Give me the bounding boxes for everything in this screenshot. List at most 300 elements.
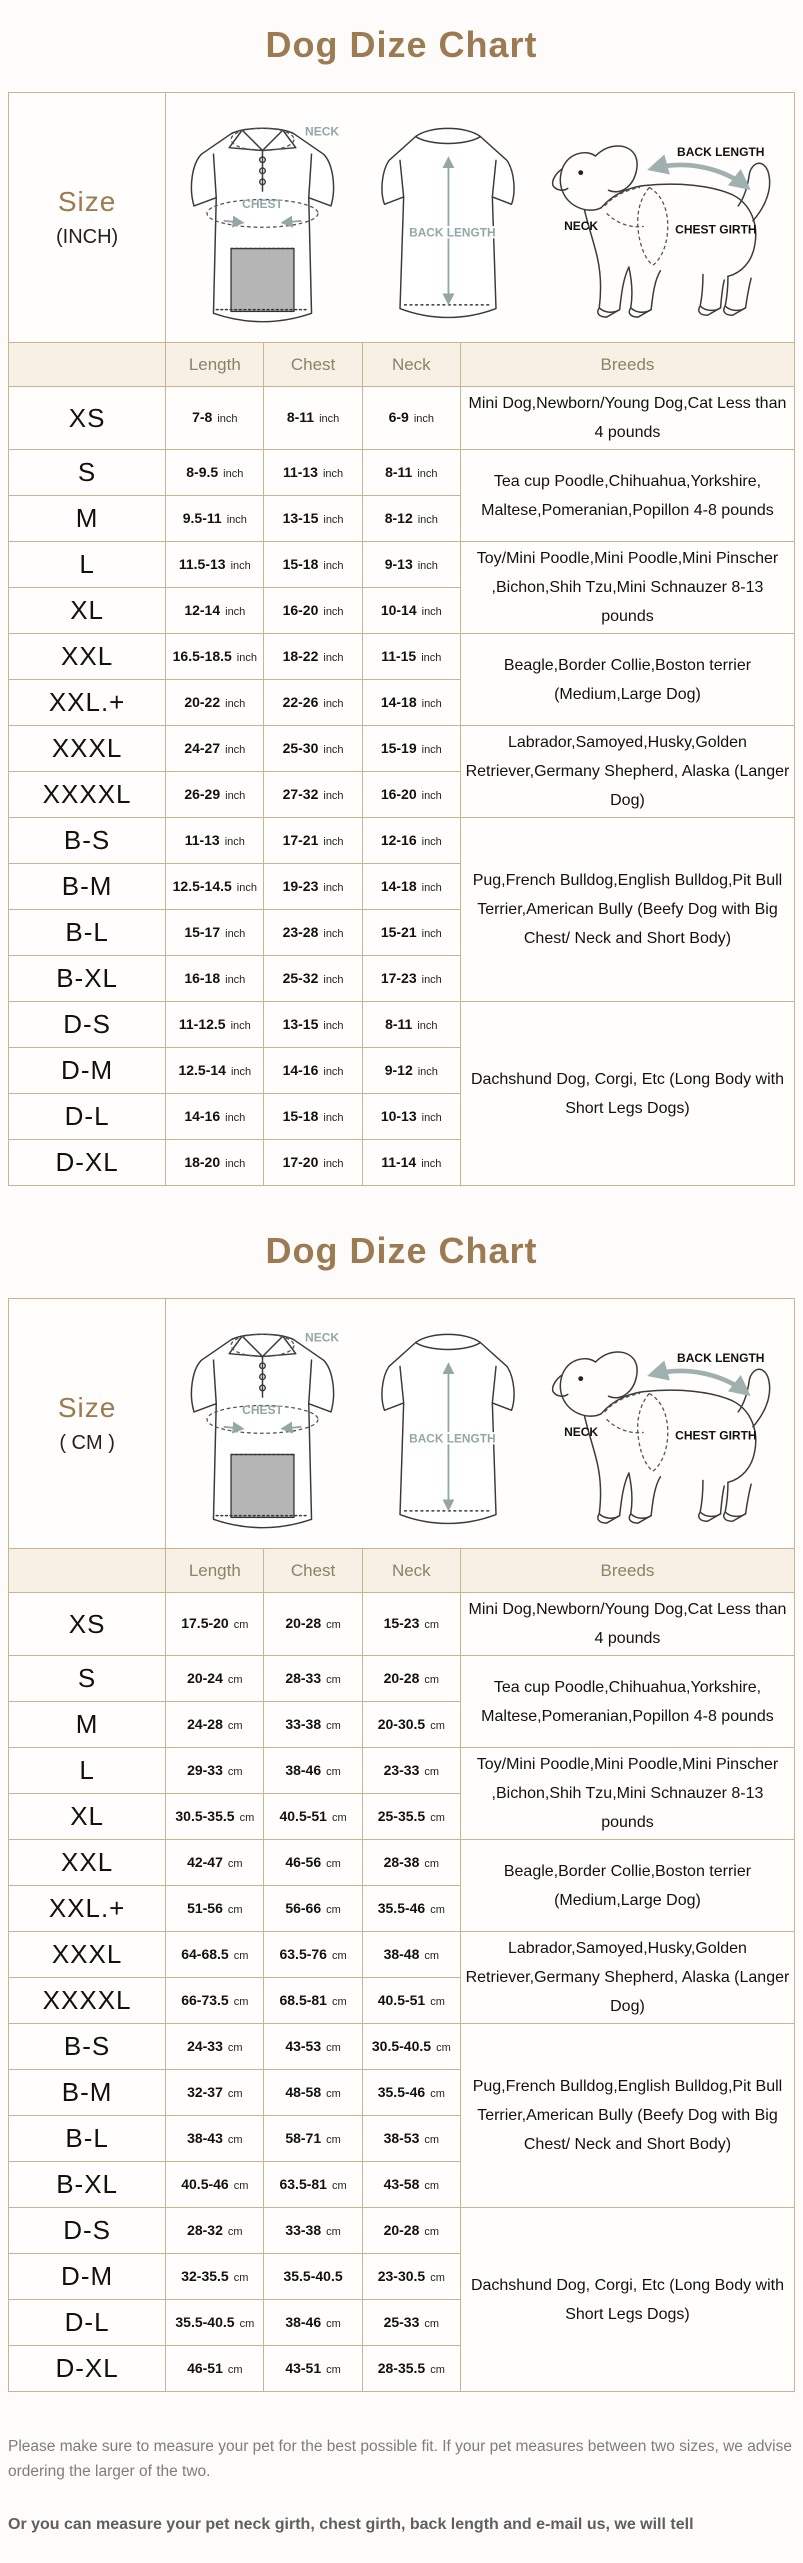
size-label: XL [9, 1794, 166, 1840]
column-header-chest: Chest [264, 343, 362, 387]
chest-value: 20-28 [285, 1615, 322, 1631]
chest-cell [264, 680, 362, 726]
unit-label: cm [424, 1949, 440, 1962]
length-value: 16.5-18.5 [172, 647, 232, 664]
size-label: B-M [9, 2070, 166, 2116]
unit-label: cm [436, 2041, 451, 2054]
length-value: 40.5-46 [181, 2175, 229, 2192]
dog-tail [738, 163, 769, 220]
breeds-cell: Labrador,Samoyed,Husky,Golden Retriever,Germany Shepherd, Alaska (Langer Dog) [460, 726, 794, 818]
chest-cell [264, 2254, 362, 2300]
size-header-cell [9, 93, 166, 343]
chest-cell [264, 1094, 362, 1140]
neck-value: 35.5-46 [377, 2083, 426, 2100]
chest-cell [264, 1748, 362, 1794]
breeds-cell: Dachshund Dog, Corgi, Etc (Long Body with Short Legs Dogs) [460, 2208, 794, 2392]
neck-value: 38-53 [383, 2129, 420, 2146]
neck-value: 15-19 [380, 739, 417, 756]
size-header-cell [9, 1299, 166, 1549]
length-value: 12.5-14 [178, 1061, 226, 1078]
size-label: B-S [9, 2024, 166, 2070]
size-row [9, 450, 795, 496]
neck-cell [362, 910, 460, 956]
chest-value: 33-38 [285, 2221, 322, 2238]
chart-title-cm: Dog Dize Chart [265, 1230, 538, 1271]
chest-value: 17-21 [282, 831, 319, 848]
breeds-cell: Beagle,Border Collie,Boston terrier (Medium,Large Dog) [460, 634, 794, 726]
length-cell [166, 680, 264, 726]
length-value: 24-33 [187, 2037, 223, 2054]
unit-label: inch [225, 743, 246, 756]
size-label: D-XL [9, 1140, 166, 1186]
unit-label: inch [323, 605, 344, 618]
length-cell [166, 726, 264, 772]
unit-label: cm [430, 2363, 445, 2376]
unit-label: cm [424, 2225, 440, 2238]
size-label: D-L [9, 1094, 166, 1140]
chest-value: 11-13 [282, 463, 318, 480]
neck-value: 20-28 [383, 1669, 420, 1686]
unit-label: inch [421, 835, 442, 848]
neck-value: 11-14 [381, 1153, 417, 1170]
dog-back-length-label: BACK LENGTH [677, 144, 765, 159]
neck-value: 12-16 [380, 831, 417, 848]
unit-label: cm [424, 1673, 440, 1686]
length-value: 18-20 [184, 1153, 221, 1170]
shirt-back-diagram [368, 99, 528, 337]
size-label: S [9, 1656, 166, 1702]
length-value: 11-12.5 [178, 1015, 226, 1032]
size-row [9, 1932, 795, 1978]
chest-cell [264, 634, 362, 680]
length-value: 32-37 [187, 2083, 223, 2100]
column-header-neck: Neck [362, 1549, 460, 1593]
neck-value: 10-14 [380, 601, 417, 618]
corner-cell [9, 343, 166, 387]
unit-label: inch [417, 1065, 438, 1078]
neck-value: 40.5-51 [377, 1991, 426, 2008]
corner-cell [9, 1549, 166, 1593]
unit-label: cm [424, 1619, 440, 1631]
length-cell [166, 496, 264, 542]
chest-value: 23-28 [282, 923, 319, 940]
breeds-cell: Tea cup Poodle,Chihuahua,Yorkshire, Maltese,Pomeranian,Popillon 4-8 pounds [460, 450, 794, 542]
chest-cell [264, 1140, 362, 1186]
chest-cell [264, 450, 362, 496]
neck-cell [362, 726, 460, 772]
neck-cell [362, 2254, 460, 2300]
length-value: 7-8 [192, 409, 213, 425]
length-value: 8-9.5 [186, 463, 219, 480]
chest-value: 16-20 [282, 601, 319, 618]
size-label: M [9, 1702, 166, 1748]
column-header-length: Length [166, 343, 264, 387]
unit-label: cm [326, 1619, 341, 1631]
chest-value: 43-51 [285, 2359, 322, 2376]
chest-cell [264, 588, 362, 634]
neck-cell [362, 1002, 460, 1048]
length-cell [166, 1978, 264, 2024]
neck-value: 23-30.5 [377, 2267, 426, 2284]
unit-label: inch [225, 697, 246, 710]
unit-label: cm [430, 1811, 445, 1824]
unit-label: inch [323, 697, 344, 710]
unit-label: cm [326, 1673, 341, 1686]
back-length-diagram-label: BACK LENGTH [408, 1430, 496, 1445]
dog-chest-girth-label: CHEST GIRTH [675, 222, 757, 237]
chest-cell [264, 1002, 362, 1048]
size-label: XXL [9, 1840, 166, 1886]
neck-value: 15-21 [380, 923, 417, 940]
length-cell [166, 1748, 264, 1794]
neck-cell [362, 2024, 460, 2070]
unit-label: cm [326, 1903, 341, 1916]
unit-label: inch [225, 605, 246, 618]
chest-value: 15-18 [282, 555, 319, 572]
chest-value: 27-32 [282, 785, 319, 802]
unit-label: inch [323, 927, 344, 940]
length-cell [166, 634, 264, 680]
size-row [9, 387, 795, 450]
unit-label: inch [323, 1111, 344, 1124]
unit-label: inch [225, 927, 246, 940]
neck-cell [362, 588, 460, 634]
neck-cell [362, 1794, 460, 1840]
length-value: 20-22 [184, 693, 221, 710]
chest-value: 14-16 [282, 1061, 319, 1078]
neck-value: 9-13 [384, 555, 413, 572]
size-label: XXXXL [9, 772, 166, 818]
size-label-title: Size [57, 186, 117, 217]
unit-label: inch [417, 467, 438, 480]
neck-value: 25-35.5 [377, 1807, 426, 1824]
unit-label: cm [430, 2271, 445, 2284]
size-label: B-L [9, 910, 166, 956]
unit-label: cm [430, 1719, 445, 1732]
length-value: 42-47 [187, 1853, 223, 1870]
chest-value: 63.5-81 [279, 2175, 327, 2192]
length-value: 20-24 [187, 1669, 223, 1686]
unit-label: inch [323, 559, 344, 572]
dog-chest-girth-label: CHEST GIRTH [675, 1428, 757, 1443]
breeds-cell: Pug,French Bulldog,English Bulldog,Pit Bull Terrier,American Bully (Beefy Dog with Big Chest/ Neck and Short Body) [460, 2024, 794, 2208]
neck-diagram-label: NECK [305, 124, 340, 139]
belly-patch [231, 248, 294, 311]
unit-label: inch [236, 651, 257, 664]
size-label: XXL.+ [9, 680, 166, 726]
neck-diagram-label: NECK [305, 1330, 340, 1345]
unit-label: inch [225, 973, 246, 986]
breeds-cell: Toy/Mini Poodle,Mini Poodle,Mini Pinscher ,Bichon,Shih Tzu,Mini Schnauzer 8-13 pounds [460, 1748, 794, 1840]
neck-cell [362, 1886, 460, 1932]
unit-label: inch [230, 559, 251, 572]
shirt-front-diagram [170, 1305, 355, 1543]
neck-cell [362, 2162, 460, 2208]
length-cell [166, 1932, 264, 1978]
length-value: 24-28 [187, 1715, 223, 1732]
neck-value: 16-20 [380, 785, 417, 802]
chest-cell [264, 2116, 362, 2162]
length-value: 51-56 [187, 1899, 223, 1916]
unit-label: inch [421, 1111, 442, 1124]
neck-value: 9-12 [384, 1061, 413, 1078]
unit-label: cm [424, 2179, 440, 2192]
unit-label: inch [224, 835, 245, 848]
neck-value: 28-38 [383, 1853, 420, 1870]
size-row [9, 2208, 795, 2254]
length-cell [166, 2070, 264, 2116]
chest-value: 48-58 [285, 2083, 322, 2100]
size-label: B-L [9, 2116, 166, 2162]
neck-value: 35.5-46 [377, 1899, 426, 1916]
length-cell [166, 2024, 264, 2070]
chest-cell [264, 956, 362, 1002]
length-value: 14-16 [184, 1107, 221, 1124]
length-cell [166, 387, 264, 450]
measurement-diagram-cell [166, 1299, 795, 1549]
unit-label: cm [424, 1765, 440, 1778]
size-row [9, 1593, 795, 1656]
measure-advice-note: Please make sure to measure your pet for the best possible fit. If your pet measures between two sizes, we advise ordering the larger of the two. [8, 2438, 792, 2480]
length-cell [166, 2116, 264, 2162]
unit-label: inch [230, 1065, 252, 1078]
unit-label: inch [323, 513, 344, 526]
unit-label: inch [421, 697, 442, 710]
neck-value: 25-33 [383, 2313, 420, 2330]
length-value: 9.5-11 [182, 509, 222, 526]
unit-label: cm [233, 1619, 249, 1631]
neck-cell [362, 1094, 460, 1140]
length-value: 46-51 [187, 2359, 223, 2376]
length-cell [166, 1656, 264, 1702]
chest-value: 13-15 [282, 509, 319, 526]
chest-value: 33-38 [285, 1715, 322, 1732]
size-label: D-M [9, 1048, 166, 1094]
size-row [9, 1002, 795, 1048]
chest-value: 25-32 [282, 969, 319, 986]
size-label: B-XL [9, 956, 166, 1002]
unit-label: cm [239, 2317, 255, 2330]
length-cell [166, 542, 264, 588]
unit-label: cm [326, 2363, 341, 2376]
neck-cell [362, 1702, 460, 1748]
chart-title-inch: Dog Dize Chart [265, 24, 538, 65]
unit-label: cm [227, 2363, 243, 2376]
neck-cell [362, 1748, 460, 1794]
neck-cell [362, 2300, 460, 2346]
unit-label: cm [331, 1949, 347, 1962]
neck-value: 6-9 [388, 409, 409, 425]
column-header-row [9, 1549, 795, 1593]
unit-label: cm [326, 1765, 341, 1778]
chest-cell [264, 2300, 362, 2346]
length-cell [166, 1094, 264, 1140]
length-value: 35.5-40.5 [175, 2313, 235, 2330]
length-value: 29-33 [187, 1761, 223, 1778]
column-header-chest: Chest [264, 1549, 362, 1593]
neck-value: 14-18 [380, 877, 417, 894]
length-cell [166, 1140, 264, 1186]
unit-label: cm [424, 1857, 440, 1870]
neck-value: 10-13 [380, 1107, 417, 1124]
length-cell [166, 450, 264, 496]
unit-label: inch [225, 789, 246, 802]
unit-label: cm [233, 2179, 249, 2192]
chest-value: 43-53 [285, 2037, 322, 2054]
neck-cell [362, 542, 460, 588]
unit-label: cm [331, 1811, 347, 1824]
length-value: 64-68.5 [181, 1945, 229, 1962]
length-value: 15-17 [184, 923, 221, 940]
chest-cell [264, 542, 362, 588]
size-row [9, 634, 795, 680]
size-label: B-M [9, 864, 166, 910]
size-label: D-XL [9, 2346, 166, 2392]
chest-cell [264, 1932, 362, 1978]
unit-label: inch [323, 973, 344, 986]
size-label: S [9, 450, 166, 496]
chest-value: 19-23 [282, 877, 319, 894]
length-value: 26-29 [184, 785, 221, 802]
diagram-row [9, 1299, 795, 1549]
unit-label: cm [227, 1903, 243, 1916]
size-row [9, 818, 795, 864]
length-value: 11.5-13 [178, 555, 226, 572]
unit-label: inch [421, 651, 442, 664]
shirt-front-diagram [170, 99, 355, 337]
unit-label: cm [326, 2087, 341, 2100]
chest-diagram-label: CHEST [242, 196, 284, 211]
neck-cell [362, 864, 460, 910]
unit-label: cm [331, 1995, 347, 2008]
neck-value: 14-18 [380, 693, 417, 710]
unit-label: inch [413, 413, 435, 425]
size-label: M [9, 496, 166, 542]
length-cell [166, 588, 264, 634]
chest-value: 40.5-51 [279, 1807, 327, 1824]
neck-value: 11-15 [381, 647, 417, 664]
size-label: B-XL [9, 2162, 166, 2208]
neck-cell [362, 1840, 460, 1886]
length-cell [166, 910, 264, 956]
chest-value: 28-33 [285, 1669, 322, 1686]
unit-label: inch [323, 1065, 344, 1078]
unit-label: inch [226, 513, 247, 526]
size-label: L [9, 1748, 166, 1794]
neck-cell [362, 956, 460, 1002]
unit-label: inch [323, 789, 344, 802]
unit-label: inch [417, 513, 438, 526]
neck-value: 20-28 [383, 2221, 420, 2238]
length-cell [166, 956, 264, 1002]
chest-value: 46-56 [285, 1853, 322, 1870]
unit-label: inch [421, 881, 442, 894]
unit-label: inch [421, 605, 442, 618]
size-label: D-M [9, 2254, 166, 2300]
unit-label: cm [227, 2133, 243, 2146]
length-cell [166, 772, 264, 818]
chest-value: 58-71 [285, 2129, 322, 2146]
unit-label: inch [223, 467, 244, 480]
size-label: XXXL [9, 1932, 166, 1978]
unit-label: cm [227, 1673, 243, 1686]
neck-cell [362, 1978, 460, 2024]
length-cell [166, 1794, 264, 1840]
size-label: L [9, 542, 166, 588]
neck-cell [362, 818, 460, 864]
chest-diagram-label: CHEST [242, 1402, 284, 1417]
unit-label: cm [326, 2317, 341, 2330]
unit-label: inch [421, 1157, 442, 1170]
length-value: 11-13 [184, 831, 220, 848]
chest-value: 17-20 [282, 1153, 319, 1170]
size-label: XXL [9, 634, 166, 680]
dog-neck-label: NECK [564, 1424, 599, 1439]
unit-label: inch [323, 1019, 344, 1032]
length-cell [166, 1840, 264, 1886]
chest-cell [264, 387, 362, 450]
size-row [9, 726, 795, 772]
chest-value: 56-66 [285, 1899, 322, 1916]
length-cell [166, 2346, 264, 2392]
column-header-length: Length [166, 1549, 264, 1593]
unit-label: inch [421, 789, 442, 802]
neck-value: 28-35.5 [377, 2359, 426, 2376]
neck-cell [362, 1656, 460, 1702]
unit-label: cm [326, 2041, 341, 2054]
neck-value: 8-11 [385, 463, 413, 480]
neck-cell [362, 680, 460, 726]
breeds-cell: Toy/Mini Poodle,Mini Poodle,Mini Pinscher ,Bichon,Shih Tzu,Mini Schnauzer 8-13 pounds [460, 542, 794, 634]
measurement-diagram [170, 99, 790, 337]
neck-cell [362, 1048, 460, 1094]
length-cell [166, 1048, 264, 1094]
column-header-row [9, 343, 795, 387]
chest-cell [264, 1048, 362, 1094]
length-cell [166, 1886, 264, 1932]
breeds-cell: Mini Dog,Newborn/Young Dog,Cat Less than 4 pounds [460, 387, 794, 450]
size-row [9, 542, 795, 588]
size-label: B-S [9, 818, 166, 864]
chest-cell [264, 726, 362, 772]
chest-cell [264, 496, 362, 542]
unit-label: cm [326, 1857, 341, 1870]
breeds-cell: Mini Dog,Newborn/Young Dog,Cat Less than 4 pounds [460, 1593, 794, 1656]
size-row [9, 2024, 795, 2070]
unit-label: cm [326, 2133, 341, 2146]
chest-value: 25-30 [282, 739, 319, 756]
chest-cell [264, 864, 362, 910]
unit-label: cm [233, 1949, 249, 1962]
measurement-diagram-cell [166, 93, 795, 343]
unit-label: cm [227, 1719, 243, 1732]
size-label: XS [9, 387, 166, 450]
length-cell [166, 1593, 264, 1656]
size-label: D-S [9, 1002, 166, 1048]
breeds-cell: Pug,French Bulldog,English Bulldog,Pit Bull Terrier,American Bully (Beefy Dog with Big Chest/ Neck and Short Body) [460, 818, 794, 1002]
neck-value: 38-48 [383, 1945, 420, 1962]
unit-label: inch [421, 927, 442, 940]
chest-value: 38-46 [285, 2313, 322, 2330]
size-unit-label: (INCH) [55, 226, 119, 248]
length-cell [166, 2254, 264, 2300]
unit-label: cm [233, 1995, 249, 2008]
unit-label: cm [239, 1811, 255, 1824]
unit-label: inch [421, 973, 442, 986]
shirt-back-diagram [368, 1305, 528, 1543]
neck-cell [362, 2116, 460, 2162]
length-cell [166, 864, 264, 910]
